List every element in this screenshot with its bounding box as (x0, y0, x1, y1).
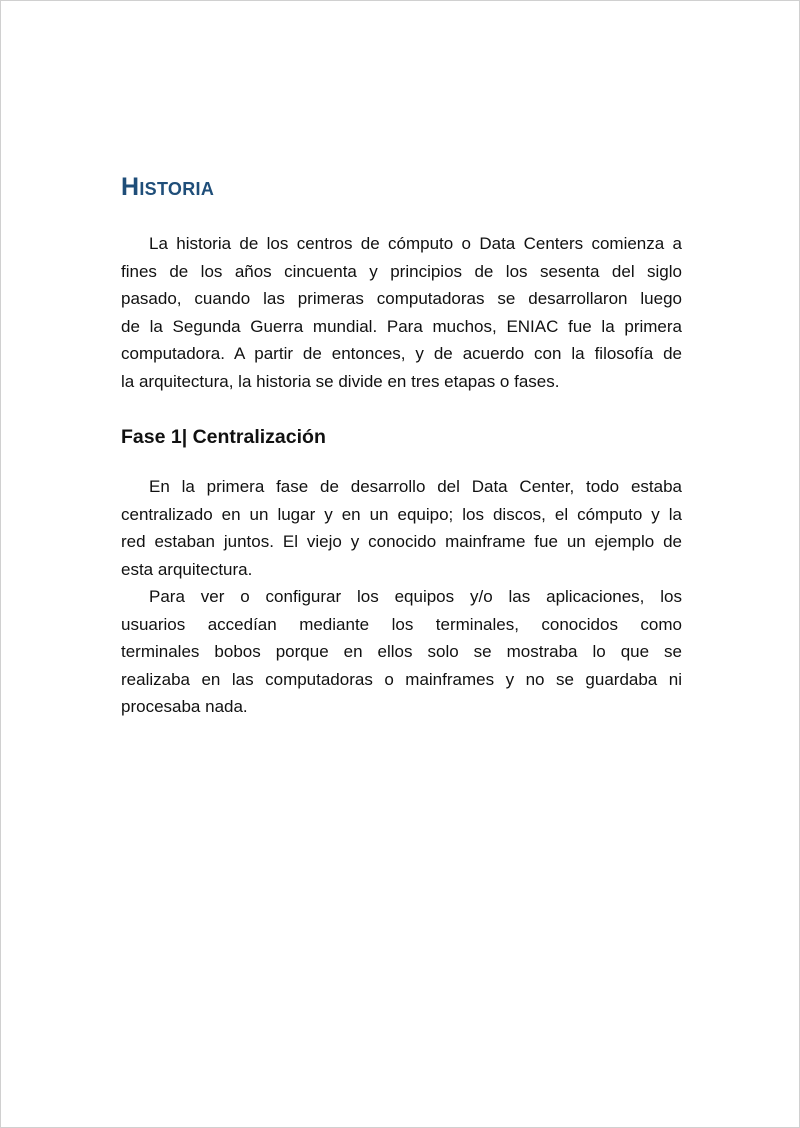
text-line: pasado, cuando las primeras computadoras se desarrollaron luego (121, 289, 682, 308)
text-line: la arquitectura, la historia se divide en tres etapas o fases. (121, 371, 560, 391)
text-line: procesaba nada. (121, 697, 248, 716)
section-heading: Fase 1| Centralización (121, 426, 326, 448)
page-title: Historia (121, 173, 215, 201)
text-line: computadora. A partir de entonces, y de acuerdo con la filosofía de (121, 344, 682, 363)
text-line: de la Segunda Guerra mundial. Para muchos, ENIAC fue la primera (121, 316, 682, 336)
text-line: En la primera fase de desarrollo del Data Center, todo estaba (149, 477, 682, 496)
text-line: red estaban juntos. El viejo y conocido mainframe fue un ejemplo de (121, 532, 682, 551)
text-line: esta arquitectura. (121, 559, 253, 579)
text-line: terminales bobos porque en ellos solo se mostraba lo que se (121, 642, 682, 661)
section-paragraph-1 (121, 473, 682, 583)
section-paragraph-2 (121, 583, 682, 721)
intro-paragraph (121, 230, 682, 395)
text-line: usuarios accedían mediante los terminales, conocidos como (121, 614, 682, 634)
text-line: centralizado en un lugar y en un equipo; los discos, el cómputo y la (121, 504, 682, 524)
text-line: Para ver o configurar los equipos y/o las aplicaciones, los (149, 587, 682, 606)
text-line: fines de los años cincuenta y principios de los sesenta del siglo (121, 261, 682, 281)
text-line: La historia de los centros de cómputo o Data Centers comienza a (149, 234, 682, 253)
text-line: realizaba en las computadoras o mainframes y no se guardaba ni (121, 669, 682, 689)
